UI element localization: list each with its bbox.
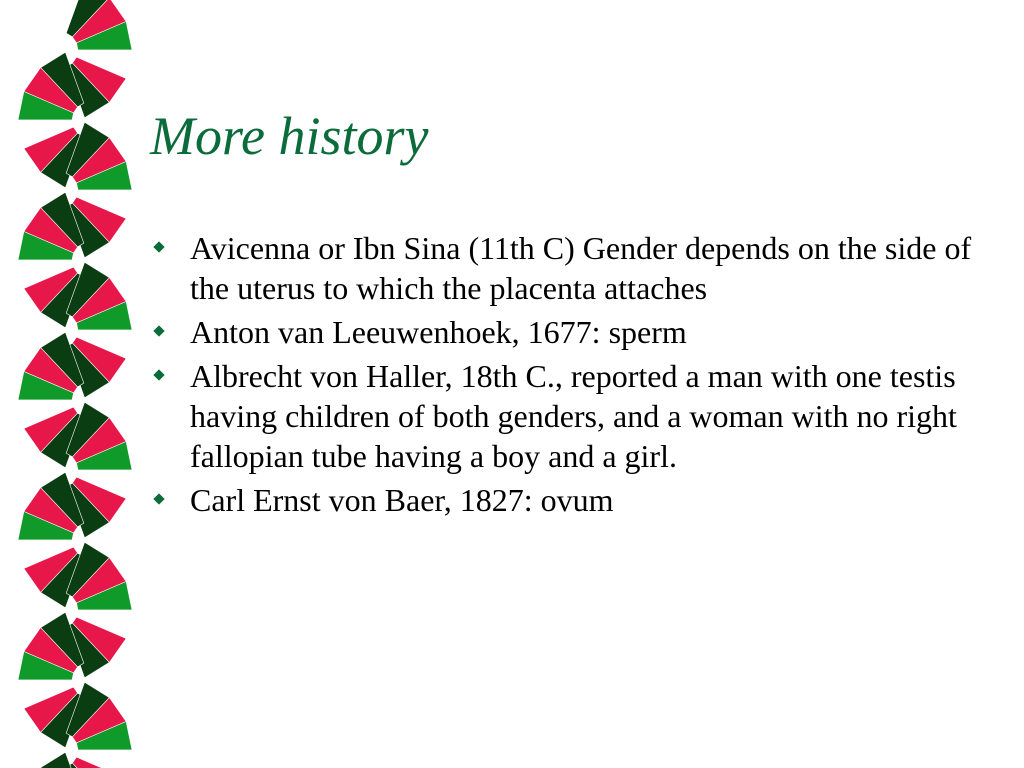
diamond-bullet-icon bbox=[153, 369, 164, 380]
helix-ribbon-border-icon bbox=[0, 0, 140, 768]
bullet-text: Albrecht von Haller, 18th C., reported a man with one testis having children of both genders, and a woman with no right fallopian tube having a boy and a girl. bbox=[190, 358, 957, 474]
bullet-text: Carl Ernst von Baer, 1827: ovum bbox=[190, 482, 614, 518]
bullet-list bbox=[152, 228, 1002, 524]
diamond-bullet-icon bbox=[153, 325, 164, 336]
diamond-bullet-icon bbox=[153, 241, 164, 252]
bullet-item bbox=[152, 480, 1002, 520]
slide-title: More history bbox=[150, 106, 429, 166]
bullet-item bbox=[152, 228, 1002, 308]
bullet-item bbox=[152, 312, 1002, 352]
bullet-item bbox=[152, 356, 1002, 476]
diamond-bullet-icon bbox=[153, 493, 164, 504]
bullet-text: Avicenna or Ibn Sina (11th C) Gender depends on the side of the uterus to which the placenta attaches bbox=[190, 230, 972, 306]
bullet-text: Anton van Leeuwenhoek, 1677: sperm bbox=[190, 314, 687, 350]
